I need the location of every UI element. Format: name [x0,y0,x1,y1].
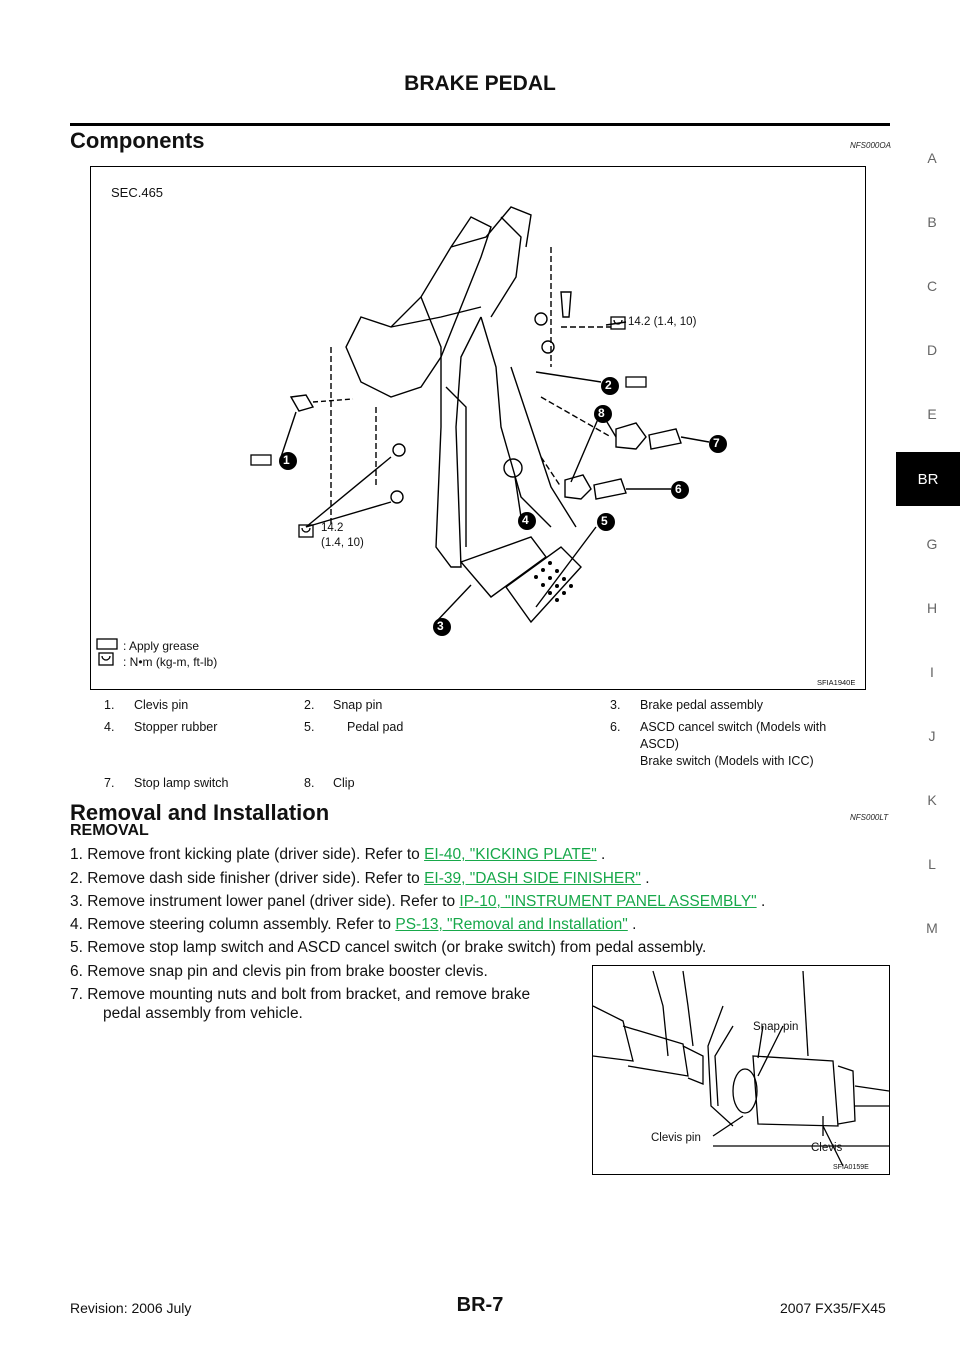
figure-id: SFIA1940E [817,678,856,687]
callout-3: 3 [437,619,444,633]
exploded-view-drawing [91,167,865,689]
step-5: 5. Remove stop lamp switch and ASCD cancel switch (or brake switch) from pedal assembly. [70,939,707,956]
side-tab-a[interactable]: A [927,150,937,166]
side-tab-b[interactable]: B [927,214,937,230]
callout-1: 1 [283,453,290,467]
figure-id-2: SFIA0159E [833,1164,869,1171]
legend-torque: : N•m (kg-m, ft-lb) [123,655,218,669]
torque-label-lower-1: 14.2 [321,522,344,534]
part-5-num: 5. [304,720,315,734]
removal-code: NFS000LT [850,813,889,822]
callout-4: 4 [522,513,529,527]
snap-pin-label: Snap pin [753,1021,799,1033]
part-3-num: 3. [610,698,621,712]
components-code: NFS000OA [850,141,891,150]
part-5-name: Pedal pad [347,720,404,734]
part-2-num: 2. [304,698,315,712]
clevis-pin-label: Clevis pin [651,1132,701,1144]
section-label: SEC.465 [111,185,164,200]
step-1: 1. Remove front kicking plate (driver side). Refer to EI-40, "KICKING PLATE" . [70,846,606,863]
side-tab-j[interactable]: J [928,728,936,744]
part-4-name: Stopper rubber [134,720,218,734]
step-4: 4. Remove steering column assembly. Refer to PS-13, "Removal and Installation" . [70,916,637,933]
torque-label-lower-2: (1.4, 10) [321,537,364,549]
side-tab-m[interactable]: M [926,920,938,936]
side-tab-l[interactable]: L [928,856,936,872]
side-tab-h[interactable]: H [926,600,938,616]
callout-8: 8 [598,406,605,420]
part-6-name: ASCD cancel switch (Models with ASCD) [640,720,827,751]
footer-revision: Revision: 2006 July [70,1300,192,1316]
part-1-num: 1. [104,698,115,712]
callout-6: 6 [675,482,682,496]
step-2: 2. Remove dash side finisher (driver side). Refer to EI-39, "DASH SIDE FINISHER" . [70,870,650,887]
part-2-name: Snap pin [333,698,383,712]
torque-label-upper: 14.2 (1.4, 10) [628,316,697,328]
part-7-name: Stop lamp switch [134,776,229,790]
page-title: BRAKE PEDAL [404,72,556,95]
side-tab-k[interactable]: K [927,792,937,808]
removal-installation-heading: Removal and Installation [70,800,330,825]
footer-model: 2007 FX35/FX45 [780,1300,886,1316]
brake-pedal-exploded-diagram [90,166,866,690]
part-6-name-2: Brake switch (Models with ICC) [640,754,814,768]
side-tab-i[interactable]: I [930,664,934,680]
clevis-drawing [593,966,889,1174]
side-tab-g[interactable]: G [926,536,938,552]
step-3: 3. Remove instrument lower panel (driver side). Refer to IP-10, "INSTRUMENT PANEL ASSEMBLY" . [70,893,766,910]
side-tab-br-active[interactable]: BR [896,452,960,506]
link-ei-39[interactable]: EI-39, "DASH SIDE FINISHER" [424,870,641,887]
components-heading: Components [70,128,205,153]
callout-2: 2 [605,378,612,392]
clevis-label: Clevis [811,1142,843,1154]
footer-page-number: BR-7 [456,1294,504,1316]
snap-pin-clevis-diagram [592,965,890,1175]
step-7-line-2: pedal assembly from vehicle. [103,1005,303,1022]
part-6-num: 6. [610,720,621,734]
side-tab-c[interactable]: C [926,278,938,294]
title-rule [70,123,890,126]
part-3-name: Brake pedal assembly [640,698,763,712]
link-ei-40[interactable]: EI-40, "KICKING PLATE" [424,846,597,863]
part-8-name: Clip [333,776,355,790]
link-ip-10[interactable]: IP-10, "INSTRUMENT PANEL ASSEMBLY" [459,893,757,910]
removal-subheading: REMOVAL [70,822,149,839]
part-4-num: 4. [104,720,115,734]
callout-5: 5 [601,514,608,528]
legend-grease: : Apply grease [123,639,200,653]
side-tab-d[interactable]: D [926,342,938,358]
step-7: 7. Remove mounting nuts and bolt from bracket, and remove brake [70,986,531,1003]
step-6: 6. Remove snap pin and clevis pin from brake booster clevis. [70,963,488,980]
part-7-num: 7. [104,776,115,790]
part-8-num: 8. [304,776,315,790]
side-tab-e[interactable]: E [927,406,937,422]
link-ps-13[interactable]: PS-13, "Removal and Installation" [395,916,628,933]
part-1-name: Clevis pin [134,698,189,712]
callout-7: 7 [713,436,720,450]
